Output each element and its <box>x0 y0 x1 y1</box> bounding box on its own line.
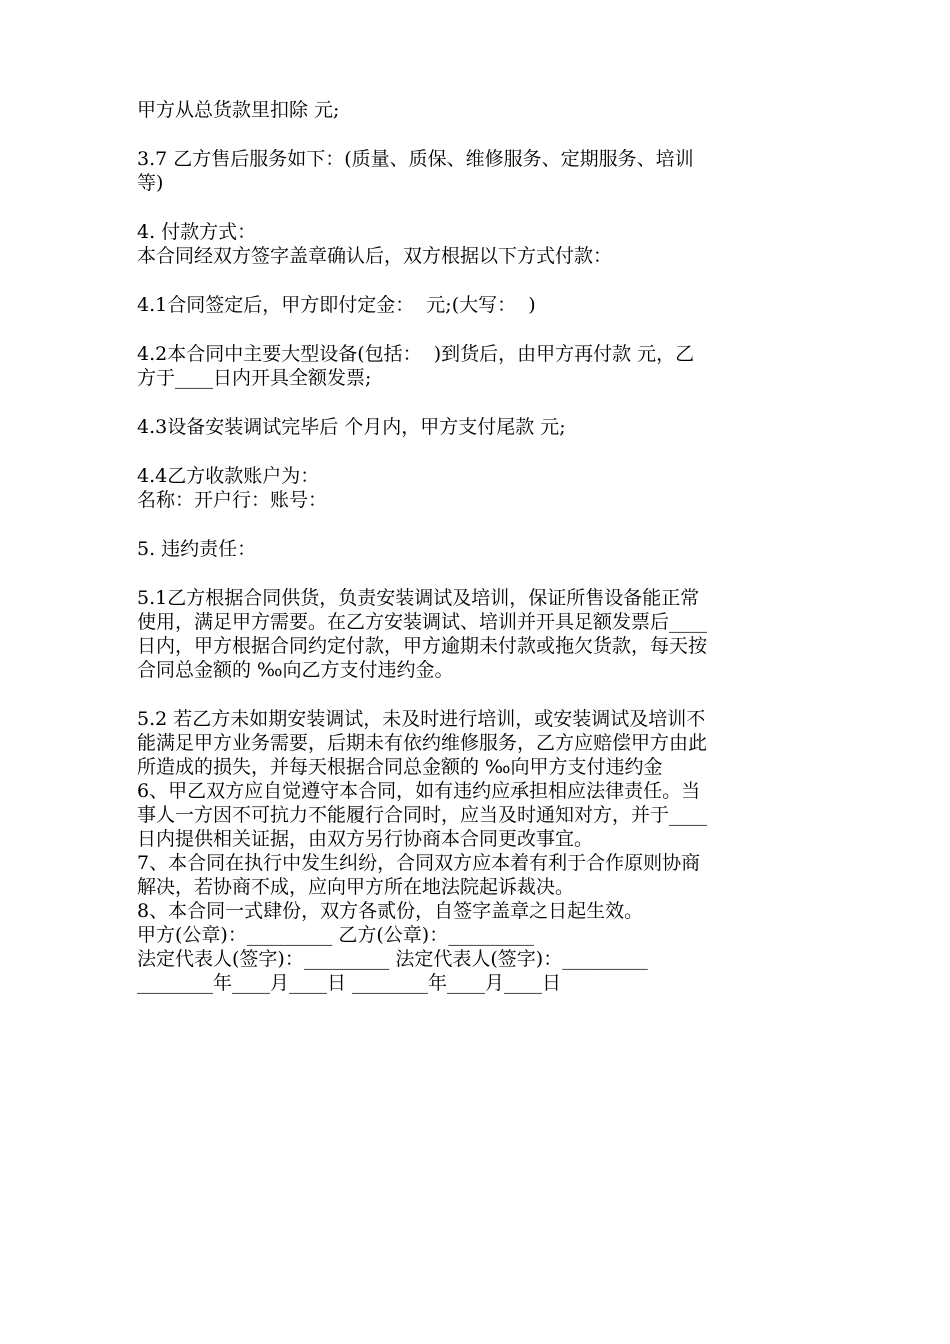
paragraph-gap <box>137 268 815 293</box>
paragraph-gap <box>137 122 815 147</box>
text-line: 7、本合同在执行中发生纠纷，合同双方应本着有利于合作原则协商 <box>137 852 701 874</box>
text-line: 解决，若协商不成，应向甲方所在地法院起诉裁决。 <box>137 876 575 898</box>
paragraph-gap <box>137 512 815 537</box>
text-line: 日内提供相关证据，由双方另行协商本合同更改事宜。 <box>137 828 594 850</box>
text-line: 使用，满足甲方需要。在乙方安装调试、培训并开具足额发票后____ <box>137 611 708 633</box>
paragraph-gap <box>137 317 815 342</box>
text-line: 3.7 乙方售后服务如下：(质量、质保、维修服务、定期服务、培训 <box>137 148 694 170</box>
signature-line-date: ________年____月____日 ________年____月____日 <box>137 972 562 994</box>
contract-text <box>137 98 815 995</box>
signature-line-seal: 甲方(公章)：_________ 乙方(公章)：_________ <box>137 924 534 946</box>
text-line: 5. 违约责任： <box>137 538 257 560</box>
paragraph-gap <box>137 390 815 415</box>
paragraph-gap <box>137 195 815 220</box>
text-line: 4.3设备安装调试完毕后 个月内，甲方支付尾款 元; <box>137 416 566 438</box>
text-line: 4.1合同签定后，甲方即付定金： 元;(大写： ) <box>137 294 536 316</box>
paragraph-gap <box>137 682 815 707</box>
text-line: 所造成的损失，并每天根据合同总金额的 ‰向甲方支付违约金 <box>137 756 663 778</box>
text-line: 本合同经双方签字盖章确认后，双方根据以下方式付款： <box>137 245 613 267</box>
text-line: 能满足甲方业务需要，后期未有依约维修服务，乙方应赔偿甲方由此 <box>137 732 708 754</box>
text-line: 4.4乙方收款账户为： <box>137 465 320 487</box>
paragraph-gap <box>137 439 815 464</box>
text-line: 等) <box>137 172 164 194</box>
text-line: 4. 付款方式： <box>137 221 257 243</box>
text-line: 4.2本合同中主要大型设备(包括： )到货后，由甲方再付款 元，乙 <box>137 343 695 365</box>
text-line: 8、本合同一式肆份，双方各贰份，自签字盖章之日起生效。 <box>137 900 644 922</box>
paragraph-gap <box>137 561 815 586</box>
text-line: 合同总金额的 ‰向乙方支付违约金。 <box>137 659 454 681</box>
text-line: 5.2 若乙方未如期安装调试，未及时进行培训，或安装调试及培训不 <box>137 708 706 730</box>
text-line: 甲方从总货款里扣除 元; <box>137 99 340 121</box>
signature-line-representative: 法定代表人(签字)：_________ 法定代表人(签字)：_________ <box>137 948 648 970</box>
text-line: 6、甲乙双方应自觉遵守本合同，如有违约应承担相应法律责任。当 <box>137 780 701 802</box>
text-line: 名称：开户行：账号： <box>137 489 328 511</box>
text-line: 5.1乙方根据合同供货，负责安装调试及培训，保证所售设备能正常 <box>137 587 700 609</box>
text-line: 事人一方因不可抗力不能履行合同时，应当及时通知对方，并于____ <box>137 804 708 826</box>
text-line: 日内，甲方根据合同约定付款，甲方逾期未付款或拖欠货款，每天按 <box>137 635 708 657</box>
text-line: 方于____日内开具全额发票; <box>137 367 372 389</box>
